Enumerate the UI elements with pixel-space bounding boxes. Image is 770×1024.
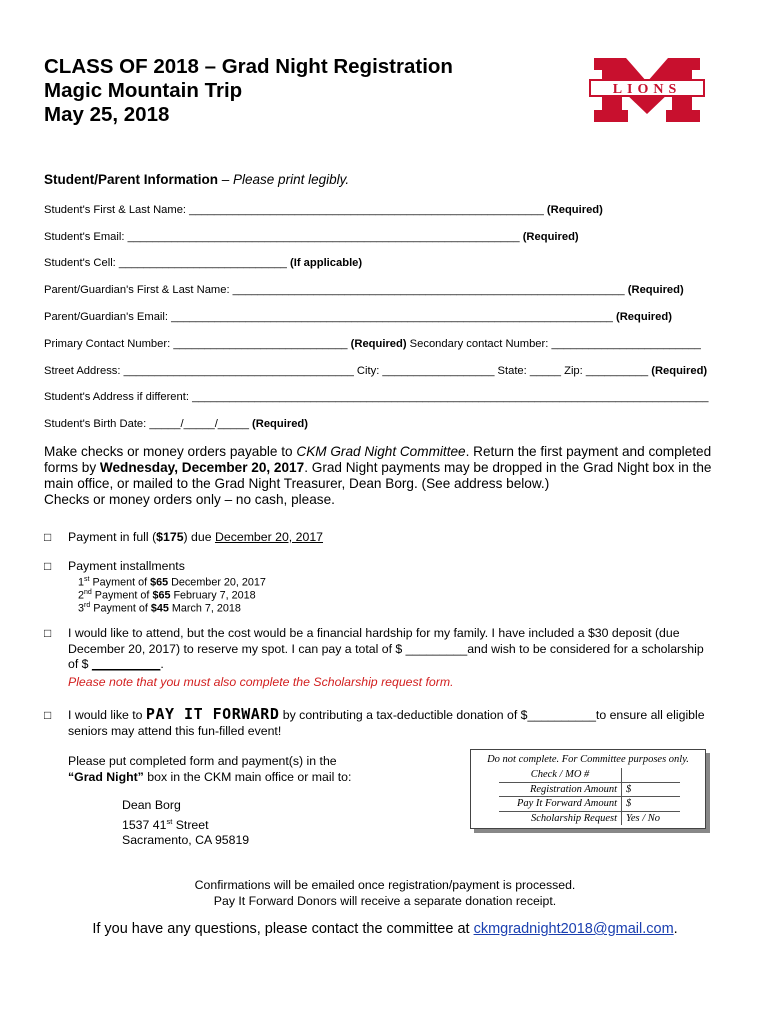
field-label: Student's Cell: <box>44 257 119 269</box>
secondary-contact-blank[interactable]: ________________________ <box>551 338 701 350</box>
table-row: Check / MO # <box>499 768 680 782</box>
section-note: Please print legibly. <box>233 172 350 187</box>
field-blank[interactable]: ___________________________ <box>118 257 287 269</box>
section-heading <box>44 172 349 187</box>
state-label: State: <box>494 365 530 377</box>
address-street: 1537 41st Street <box>122 816 209 832</box>
option-text: I would like to <box>68 708 146 722</box>
lions-logo <box>588 56 706 124</box>
table-row: Registration Amount $ <box>499 782 680 797</box>
student-email-field[interactable] <box>44 231 579 243</box>
confirm-line-2: Pay It Forward Donors will receive a separate donation receipt. <box>213 893 557 908</box>
address-city: Sacramento, CA 95819 <box>122 833 250 848</box>
required-tag: (Required) <box>627 284 684 296</box>
instr-text: . Return the first payment and completed forms by <box>44 444 712 475</box>
birth-date-field[interactable] <box>44 418 308 430</box>
confirm-line-1: Confirmations will be emailed once registration/payment is processed. <box>194 878 576 892</box>
contact-number-field[interactable] <box>44 338 701 350</box>
required-tag: (Required) <box>252 418 308 430</box>
option-text: Payment in full ( <box>68 530 157 544</box>
committee-use-box <box>470 749 710 837</box>
checkbox-pay-forward[interactable]: □ <box>44 708 52 722</box>
payee-name: CKM Grad Night Committee <box>296 444 466 459</box>
hardship-option: I would like to attend, but the cost would be a financial hardship for my family. I have included a $30 deposit (due December 20, 2017) to reserve my spot. I can pay a total of $ _________and wish to be considered for a scholarship of $ __________. <box>68 626 704 671</box>
title-line-1: CLASS OF 2018 – Grad Night Registration <box>44 55 453 78</box>
deadline: Wednesday, December 20, 2017 <box>99 460 305 475</box>
mailing-address <box>122 798 249 849</box>
field-blank[interactable]: ____________________________ <box>173 338 348 350</box>
table-row: Scholarship Request Yes / No <box>499 811 680 825</box>
contact-line: If you have any questions, please contact the committee at ckmgradnight2018@gmail.com. <box>92 921 678 937</box>
street-address-field[interactable] <box>44 365 707 377</box>
zip-blank[interactable]: __________ <box>585 365 649 377</box>
student-name-field[interactable] <box>44 204 603 216</box>
box-name: “Grad Night” <box>68 769 144 784</box>
option-text: by contributing a tax-deductible donation of $__________to ensure all eligible seniors may attend this fun-filled event! <box>68 708 705 738</box>
installments-label: Payment installments <box>68 559 185 573</box>
field-blank[interactable]: ___________________________________________________________________________________ <box>192 391 709 403</box>
full-amount: $175 <box>156 530 184 544</box>
field-blank[interactable]: _______________________________________________________________________ <box>171 311 613 323</box>
field-label: Student's Email: <box>44 231 128 243</box>
section-title: Student/Parent Information <box>44 172 219 187</box>
optional-tag: (If applicable) <box>290 257 363 269</box>
mail-instructions: Please put completed form and payment(s) in the “Grad Night” box in the CKM main office or mail to: <box>68 754 352 784</box>
installment-2: 2nd Payment of $65 February 7, 2018 <box>78 589 256 602</box>
confirmation-note <box>0 878 770 909</box>
state-blank[interactable]: _____ <box>529 365 561 377</box>
installment-1: 1st Payment of $65 December 20, 2017 <box>78 576 266 589</box>
required-tag: (Required) <box>651 365 708 377</box>
field-label: Student's First & Last Name: <box>44 204 190 216</box>
pay-forward-word: PAY IT FORWARD <box>145 705 280 723</box>
logo-text: LIONS <box>612 82 682 97</box>
city-blank[interactable]: __________________ <box>382 365 495 377</box>
payment-instructions <box>44 444 734 508</box>
no-cash-note: Checks or money orders only – no cash, please. <box>44 492 335 507</box>
city-label: City: <box>353 365 383 377</box>
option-text: ) due <box>183 530 215 544</box>
secondary-contact-label: Secondary contact Number: <box>406 338 552 350</box>
field-label: Primary Contact Number: <box>44 338 174 350</box>
parent-email-field[interactable] <box>44 311 672 323</box>
title-line-3: May 25, 2018 <box>44 103 170 126</box>
full-payment-option <box>68 530 323 544</box>
field-blank[interactable]: _____/_____/_____ <box>149 418 249 430</box>
field-label: Parent/Guardian's Email: <box>44 311 172 323</box>
scholarship-blank[interactable]: __________ <box>91 657 161 671</box>
checkbox-installments[interactable]: □ <box>44 559 52 573</box>
scholarship-note: Please note that you must also complete the Scholarship request form. <box>68 675 454 689</box>
checkbox-hardship[interactable]: □ <box>44 626 52 640</box>
student-cell-field[interactable] <box>44 257 362 269</box>
field-label: Street Address: <box>44 365 124 377</box>
full-due-date: December 20, 2017 <box>214 530 323 544</box>
required-tag: (Required) <box>546 204 603 216</box>
student-address-field[interactable] <box>44 391 709 403</box>
hardship-text: I would like to attend, but the cost would be a financial hardship for my family. I have included a $30 deposit (due December 20, 2017) to reserve my spot. I can pay a total of $ _________and wish to be considered for a scholarship of $ <box>68 626 704 671</box>
field-blank[interactable]: _______________________________________________________________ <box>127 231 520 243</box>
title-line-2: Magic Mountain Trip <box>44 79 243 102</box>
required-tag: (Required) <box>522 231 579 243</box>
required-tag: (Required) <box>616 311 672 323</box>
field-label: Student's Birth Date: <box>44 418 150 430</box>
field-label: Parent/Guardian's First & Last Name: <box>44 284 233 296</box>
field-blank[interactable]: _________________________________________________________ <box>189 204 544 216</box>
required-tag: (Required) <box>350 338 407 350</box>
parent-name-field[interactable] <box>44 284 684 296</box>
form-title <box>44 55 453 127</box>
field-blank[interactable]: _____________________________________ <box>123 365 354 377</box>
zip-label: Zip: <box>561 365 586 377</box>
table-row: Pay It Forward Amount $ <box>499 797 680 812</box>
instr-text: . Grad Night payments may be dropped in the Grad Night box in the main office, or mailed to the Grad Night Treasurer, Dean Borg. (See address below.) <box>44 460 712 491</box>
checkbox-full-payment[interactable]: □ <box>44 530 52 544</box>
committee-table <box>499 768 680 825</box>
section-dash: – <box>218 172 234 187</box>
committee-header: Do not complete. For Committee purposes only. <box>487 754 689 765</box>
instr-text: Make checks or money orders payable to <box>44 444 297 459</box>
field-blank[interactable]: _______________________________________________________________ <box>232 284 625 296</box>
committee-email-link[interactable]: ckmgradnight2018@gmail.com <box>473 921 674 937</box>
installment-3: 3rd Payment of $45 March 7, 2018 <box>78 602 241 615</box>
field-label: Student's Address if different: <box>44 391 193 403</box>
pay-forward-option <box>68 706 708 739</box>
address-name: Dean Borg <box>122 798 181 812</box>
